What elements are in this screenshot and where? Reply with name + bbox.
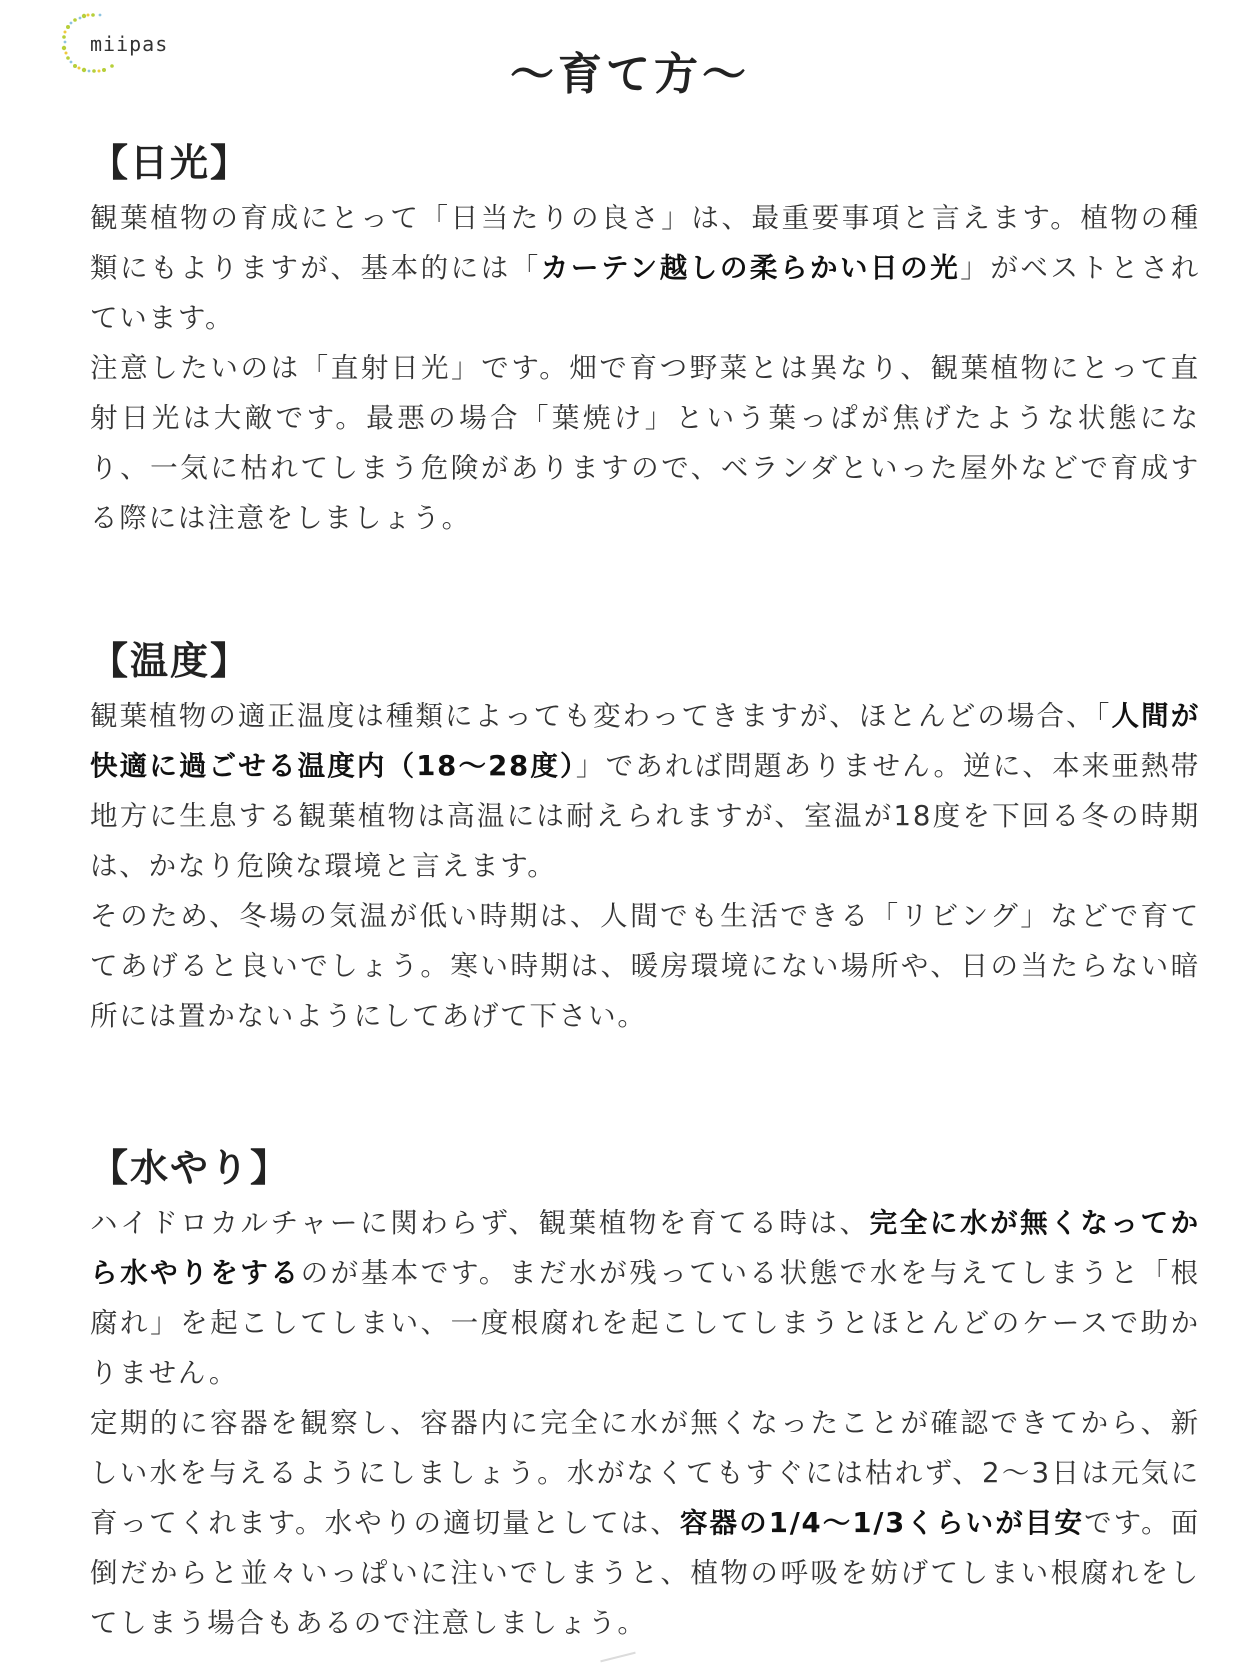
watering-emphasis-2: 容器の1/4～1/3くらいが目安 bbox=[679, 1507, 1085, 1539]
section-heading-temperature: 【温度】 bbox=[90, 639, 251, 683]
section-heading-watering: 【水やり】 bbox=[90, 1146, 291, 1190]
temperature-paragraph-1: 観葉植物の適正温度は種類によっても変わってきますが、ほとんどの場合、「人間が快適に過ごせる温度内（18～28度）」であれば問題ありません。逆に、本来亜熱帯地方に生息する観葉植物は高温には耐えられますが、室温が18度を下回る冬の時期は、かなり危険な環境と言えます。 bbox=[90, 700, 1200, 882]
temperature-paragraph-2: そのため、冬場の気温が低い時期は、人間でも生活できる「リビング」などで育ててあげると良いでしょう。寒い時期は、暖房環境にない場所や、日の当たらない暗所には置かないようにしてあげて下さい。 bbox=[90, 900, 1200, 1032]
logo-wordmark: miipas bbox=[90, 32, 169, 56]
sunlight-paragraph-2: 注意したいのは「直射日光」です。畑で育つ野菜とは異なり、観葉植物にとって直射日光は大敵です。最悪の場合「葉焼け」という葉っぱが焦げたような状態になり、一気に枯れてしまう危険がありますので、ベランダといった屋外などで育成する際には注意をしましょう。 bbox=[90, 352, 1200, 534]
temperature-emphasis: 人間が快適に過ごせる温度内（18～28度） bbox=[90, 700, 1200, 782]
watering-paragraph-1: ハイドロカルチャーに関わらず、観葉植物を育てる時は、完全に水が無くなってから水やりをするのが基本です。まだ水が残っている状態で水を与えてしまうと「根腐れ」を起こしてしまい、一度根腐れを起こしてしまうとほとんどのケースで助かりません。 bbox=[90, 1207, 1200, 1389]
watering-paragraph-2: 定期的に容器を観察し、容器内に完全に水が無くなったことが確認できてから、新しい水を与えるようにしましょう。水がなくてもすぐには枯れず、2～3日は元気に育ってくれます。水やりの適切量としては、容器の1/4～1/3くらいが目安です。面倒だからと並々いっぱいに注いでしまうと、植物の呼吸を妨げてしまい根腐れをしてしまう場合もあるので注意しましょう。 bbox=[90, 1407, 1200, 1639]
section-temperature bbox=[90, 633, 1200, 1041]
sunlight-paragraph-1: 観葉植物の育成にとって「日当たりの良さ」は、最重要事項と言えます。植物の種類にもよりますが、基本的には「カーテン越しの柔らかい日の光」がベストとされています。 bbox=[90, 202, 1200, 334]
page-title: ～育て方～ bbox=[510, 49, 750, 100]
scan-artifact bbox=[600, 1652, 635, 1663]
section-watering bbox=[90, 1140, 1200, 1648]
section-sunlight bbox=[90, 135, 1200, 543]
watering-emphasis-1: 完全に水が無くなってから水やりをする bbox=[90, 1207, 1200, 1289]
sunlight-emphasis: カーテン越しの柔らかい日の光 bbox=[540, 252, 961, 284]
section-heading-sunlight: 【日光】 bbox=[90, 141, 251, 185]
